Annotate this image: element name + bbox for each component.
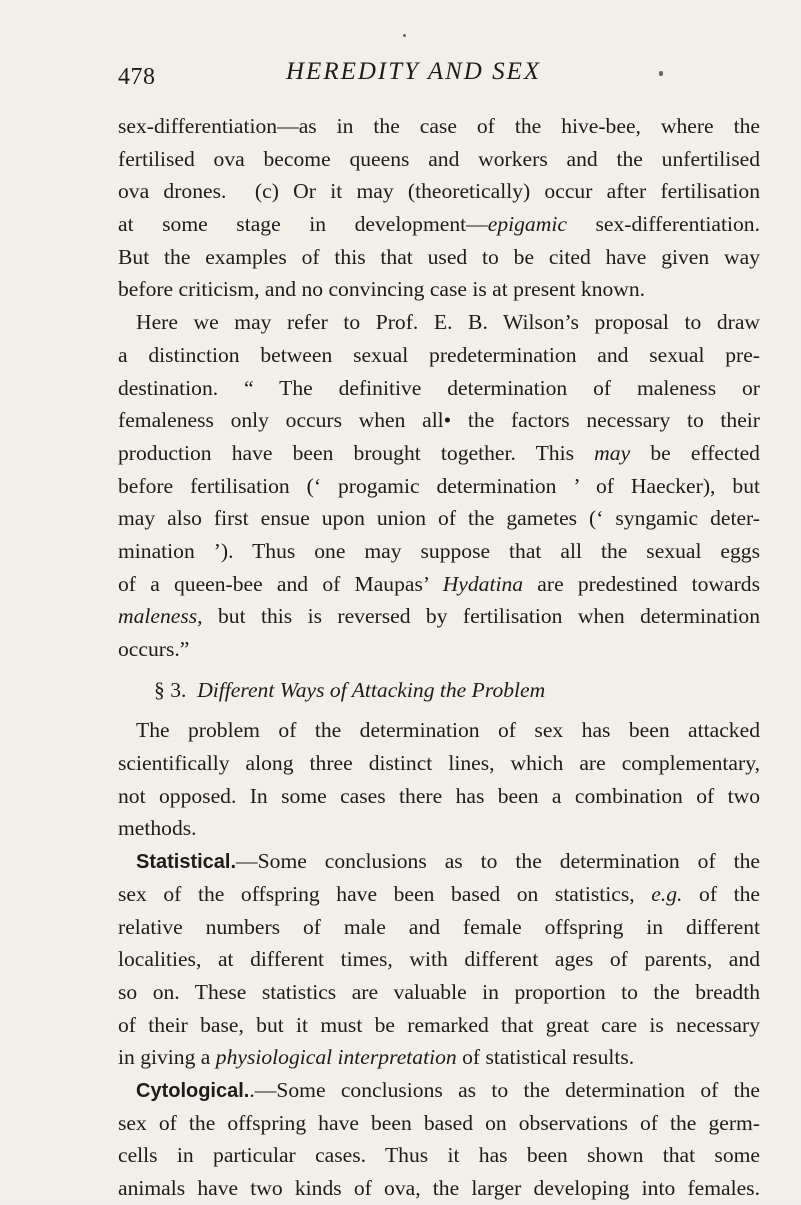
text-run: production have been brought together. This: [118, 440, 595, 465]
text-line: [118, 845, 760, 878]
text-line: The problem of the determination of sex has been attacked: [136, 718, 760, 743]
text-line: [118, 568, 760, 601]
text-line: so on. These statistics are valuable in proportion to the breadth: [118, 979, 760, 1004]
body-text: [118, 110, 760, 1205]
text-line: not opposed. In some cases there has been a combination of two: [118, 783, 760, 808]
ink-speck: [403, 34, 406, 37]
text-line: [118, 878, 760, 911]
text-run: in giving a: [118, 1045, 216, 1070]
italic-term: may: [594, 440, 631, 465]
text-run: —Some conclusions as to the determination of the: [236, 849, 760, 874]
text-run: ova drones.: [118, 179, 227, 204]
run-in-heading-cytological: Cytological.: [136, 1079, 250, 1102]
text-line: [118, 208, 760, 241]
text-run: (c) Or it may (theoretically) occur after fertilisation: [254, 179, 760, 204]
text-line: a distinction between sexual predetermination and sexual pre-: [118, 342, 760, 367]
text-run: be effected: [630, 440, 760, 465]
text-line: methods.: [118, 816, 197, 841]
page-header: [118, 58, 758, 98]
paragraph-1: [118, 110, 760, 306]
text-line: animals have two kinds of ova, the larger developing into females.: [118, 1176, 760, 1200]
text-run: are predestined towards: [523, 571, 760, 596]
text-run: of statistical results.: [456, 1045, 635, 1070]
paragraph-cytological: [118, 1074, 760, 1205]
section-title: Different Ways of Attacking the Problem: [197, 677, 546, 702]
text-line: sex-differentiation—as in the case of the hive-bee, where the: [118, 114, 760, 138]
run-in-heading-statistical: Statistical.: [136, 851, 237, 874]
paragraph-2: [118, 306, 760, 666]
text-line: destination. “ The definitive determination of maleness or: [118, 375, 760, 400]
text-line: [118, 437, 760, 470]
text-line: occurs.”: [118, 637, 190, 661]
text-line: of their base, but it must be remarked that great care is necessary: [118, 1012, 760, 1037]
italic-term: maleness,: [118, 604, 203, 629]
section-heading: [118, 674, 760, 707]
page-number: 478: [118, 64, 156, 90]
section-number: § 3.: [154, 677, 187, 702]
text-line: scientifically along three distinct lines, which are complementary,: [118, 751, 760, 776]
text-line: femaleness only occurs when all• the factors necessary to their: [118, 408, 760, 433]
running-title: HEREDITY AND SEX: [286, 58, 542, 85]
text-line: before fertilisation (‘ progamic determination ’ of Haecker), but: [118, 473, 760, 498]
text-run: but this is reversed by fertilisation when determination: [202, 604, 760, 629]
text-run: of a queen-bee and of Maupas’: [118, 571, 443, 596]
text-line: sex of the offspring have been based on observations of the germ-: [118, 1110, 760, 1135]
text-run: at some stage in development—: [118, 212, 488, 237]
text-run: of the: [682, 881, 760, 906]
italic-term: physiological interpretation: [215, 1045, 457, 1070]
text-line: But the examples of this that used to be cited have given way: [118, 244, 760, 269]
text-line: may also first ensue upon union of the gametes (‘ syngamic deter-: [118, 506, 760, 531]
italic-term: e.g.: [651, 881, 683, 906]
text-run: sex-differentiation.: [566, 212, 760, 237]
paragraph-3: [118, 714, 760, 845]
text-run: .—Some conclusions as to the determination of the: [249, 1077, 760, 1102]
text-line: mination ’). Thus one may suppose that all the sexual eggs: [118, 538, 760, 563]
text-line: cells in particular cases. Thus it has been shown that some: [118, 1143, 760, 1168]
italic-term: Hydatina: [442, 571, 524, 596]
text-line: [118, 1074, 760, 1107]
paragraph-statistical: [118, 845, 760, 1074]
text-line: localities, at different times, with different ages of parents, and: [118, 947, 760, 972]
text-line: fertilised ova become queens and workers and the unfertilised: [118, 146, 760, 171]
italic-term: epigamic: [487, 212, 567, 237]
text-line: [118, 600, 760, 633]
text-line: before criticism, and no convincing case is at present known.: [118, 277, 646, 302]
text-line: [118, 1041, 760, 1074]
text-line: [118, 175, 760, 208]
text-run: sex of the offspring have been based on statistics,: [118, 881, 652, 906]
text-line: Here we may refer to Prof. E. B. Wilson’s proposal to draw: [136, 310, 760, 335]
text-line: relative numbers of male and female offspring in different: [118, 914, 760, 939]
